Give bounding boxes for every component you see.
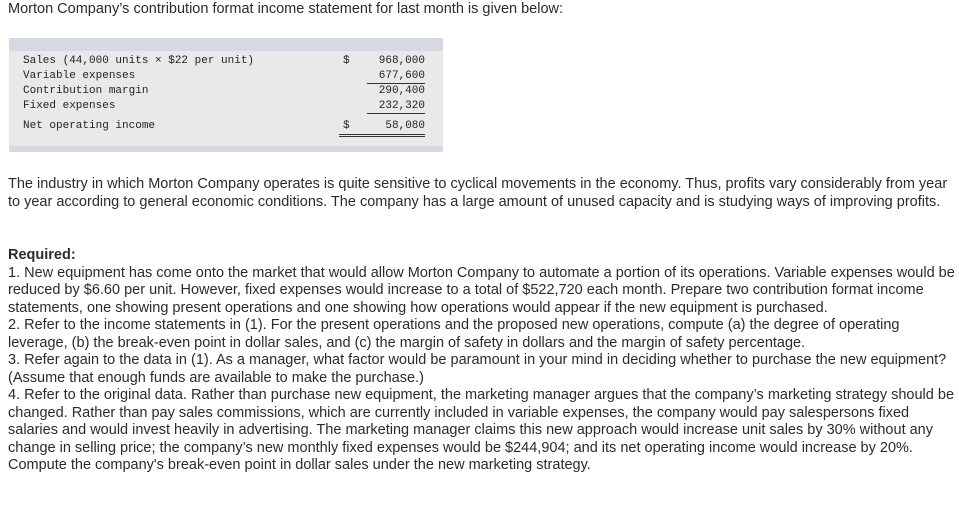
required-item-3: 3. Refer again to the data in (1). As a manager, what factor would be paramount in your mind in deciding whether to purchase the new equipment? (Assume that enough funds are available to make the purchase.) xyxy=(8,352,947,386)
required-heading: Required: xyxy=(8,247,76,263)
required-item-2: 2. Refer to the income statements in (1). For the present operations and the proposed new operations, compute (a) the degree of operating leverage, (b) the break-even point in dollar sales, and (c) the margin of safety in dollars and the margin of safety percentage. xyxy=(8,317,900,351)
row-amount-variable-expenses: 677,600 xyxy=(378,70,425,82)
row-label-sales: Sales (44,000 units × $22 per unit) xyxy=(23,55,255,67)
intro-text: Morton Company’s contribution format income statement for last month is given below: xyxy=(8,1,564,17)
grand-total-double-rule xyxy=(339,134,425,137)
row-amount-contribution-margin: 290,400 xyxy=(378,85,425,97)
total-rule xyxy=(367,113,425,114)
row-currency-net-operating-income: $ xyxy=(343,120,350,132)
required-item-4: 4. Refer to the original data. Rather than purchase new equipment, the marketing manager argues that the company’s marketing strategy should be changed. Rather than pay sales commissions, which are currently included in variable expenses, the company would pay salespersons fixed salaries and would invest heavily in advertising. The marketing manager claims this new approach would increase unit sales by 30% without any change in selling price; the company’s new monthly fixed expenses would be $244,904; and its net operating income would increase by 20%. Compute the company's break-even point in dollar sales under the new marketing strategy. xyxy=(8,387,955,473)
row-amount-sales: 968,000 xyxy=(378,55,425,67)
row-amount-fixed-expenses: 232,320 xyxy=(378,100,425,112)
income-statement-table xyxy=(9,38,443,152)
row-currency-sales: $ xyxy=(343,55,350,67)
industry-paragraph: The industry in which Morton Company operates is quite sensitive to cyclical movements in the economy. Thus, profits vary considerably from year to year according to general economic conditions. The company has a large amount of unused capacity and is studying ways of improving profits. xyxy=(8,176,948,210)
table-footer-bar xyxy=(9,146,443,152)
table-header-bar xyxy=(9,38,443,51)
row-label-net-operating-income: Net operating income xyxy=(23,120,156,132)
row-amount-net-operating-income: 58,080 xyxy=(385,120,425,132)
row-label-variable-expenses: Variable expenses xyxy=(23,70,136,82)
row-label-contribution-margin: Contribution margin xyxy=(23,85,149,97)
required-item-1: 1. New equipment has come onto the market that would allow Morton Company to automate a portion of its operations. Variable expenses would be reduced by $6.60 per unit. However, fixed expenses would increase to a total of $522,720 each month. Prepare two contribution format income statements, one showing present operations and one showing how operations would appear if the new equipment is purchased. xyxy=(8,264,955,316)
row-label-fixed-expenses: Fixed expenses xyxy=(23,100,116,112)
required-section xyxy=(8,247,956,475)
